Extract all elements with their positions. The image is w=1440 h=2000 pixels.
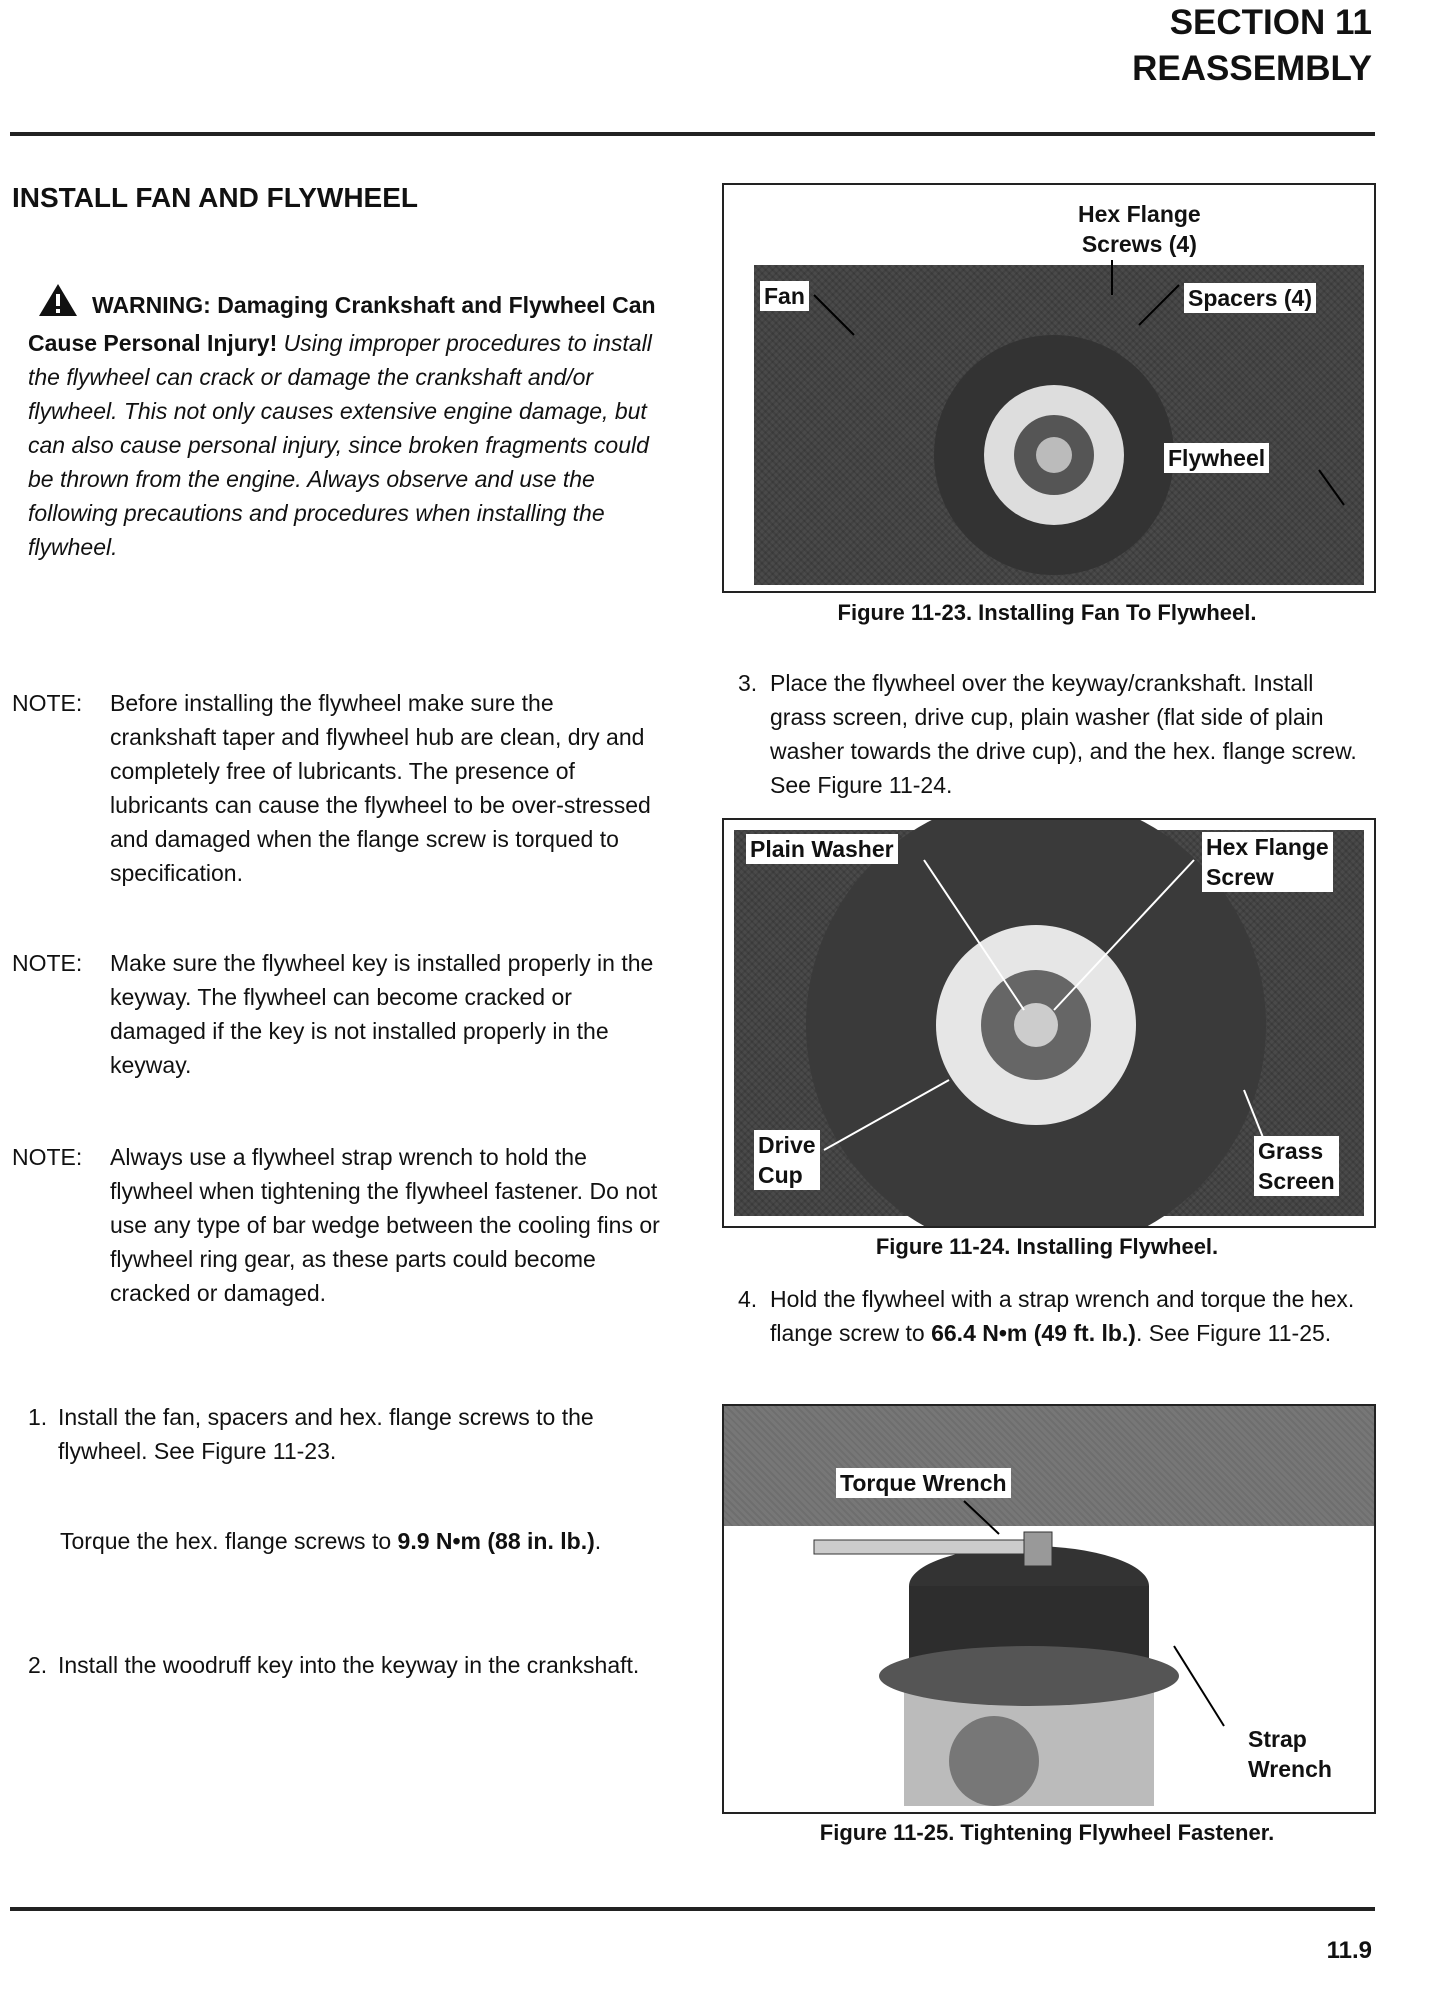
- step-4-suffix: . See Figure 11-25.: [1135, 1320, 1332, 1346]
- note-text: Before installing the flywheel make sure the crankshaft taper and flywheel hub are clean, dry and completely free of lubricants. The presence of lubricants can cause the flywheel to be over-stressed and damaged when the flange screw is torqued to specification.: [110, 690, 651, 886]
- label-hex-flange-screw: Hex Flange Screw: [1202, 832, 1333, 892]
- step-number: 1.: [28, 1404, 48, 1430]
- warning-triangle-icon: [38, 283, 78, 326]
- fan-flywheel-drawing: [724, 185, 1374, 591]
- step-4-prefix: Hold the flywheel with a strap wrench and torque the hex. flange screw to: [770, 1286, 1355, 1346]
- step-text: Install the woodruff key into the keyway in the crankshaft.: [58, 1652, 640, 1678]
- step-text: Install the fan, spacers and hex. flange screws to the flywheel. See Figure 11-23.: [58, 1404, 594, 1464]
- label-plain-washer: Plain Washer: [746, 834, 898, 864]
- note-label: NOTE:: [12, 950, 83, 976]
- label-grass-screen: Grass Screen: [1254, 1136, 1339, 1196]
- figure-11-24-caption: Figure 11-24. Installing Flywheel.: [875, 1234, 1219, 1259]
- note-3: [12, 1140, 672, 1310]
- figure-11-25: [722, 1404, 1376, 1814]
- step-1-torque: [60, 1524, 660, 1558]
- note-text: Always use a flywheel strap wrench to hold the flywheel when tightening the flywheel fastener. Do not use any type of bar wedge between the cooling fins or flywheel ring gear, as these parts could become cracked or damaged.: [110, 1144, 660, 1306]
- label-drive-cup: Drive Cup: [754, 1130, 820, 1190]
- figure-11-23-caption: Figure 11-23. Installing Fan To Flywheel.: [837, 600, 1257, 625]
- label-fan: Fan: [760, 281, 809, 311]
- note-2: [12, 946, 672, 1082]
- note-text: Make sure the flywheel key is installed properly in the keyway. The flywheel can become cracked or damaged if the key is not installed properly in the keyway.: [110, 950, 654, 1078]
- figure-11-23: [722, 183, 1376, 593]
- step-text: [770, 1282, 1358, 1350]
- label-strap-wrench: Strap Wrench: [1244, 1724, 1336, 1784]
- page-number: 11.9: [1326, 1937, 1372, 1964]
- section-title: REASSEMBLY: [1132, 49, 1372, 88]
- warning-block: [28, 283, 668, 564]
- bottom-divider: [10, 1907, 1375, 1911]
- label-flywheel: Flywheel: [1164, 443, 1269, 473]
- section-header: [1132, 0, 1372, 92]
- step-2: [28, 1648, 648, 1682]
- figure-11-24: [722, 818, 1376, 1228]
- warning-lead: WARNING: Damaging Crankshaft and Flywheel Can Cause Personal Injury!: [28, 292, 656, 356]
- page-heading: INSTALL FAN AND FLYWHEEL: [12, 182, 418, 213]
- step-number: 2.: [28, 1652, 48, 1678]
- label-hex-flange-screws: Hex Flange Screws (4): [1074, 199, 1205, 259]
- note-1: [12, 686, 672, 890]
- note-label: NOTE:: [12, 1144, 83, 1170]
- top-divider: [10, 132, 1375, 136]
- step-3: [738, 666, 1358, 802]
- label-torque-wrench: Torque Wrench: [836, 1468, 1011, 1498]
- figure-11-25-caption: Figure 11-25. Tightening Flywheel Fastener.: [819, 1820, 1275, 1845]
- warning-body: Using improper procedures to install the flywheel can crack or damage the crankshaft and/or flywheel. This not only causes extensive engine damage, but can also cause personal injury, since broken fragments could be thrown from the engine. Always observe and use the following precautions and procedures when installing the flywheel.: [28, 330, 652, 560]
- step-1: [28, 1400, 648, 1468]
- label-spacers: Spacers (4): [1184, 283, 1316, 313]
- step-text: Place the flywheel over the keyway/crankshaft. Install grass screen, drive cup, plain washer (flat side of plain washer towards the drive cup), and the hex. flange screw. See Figure 11-24.: [770, 670, 1357, 798]
- step-4: [738, 1282, 1358, 1350]
- torque-value: 9.9 N•m (88 in. lb.): [397, 1528, 595, 1554]
- step-number: 4.: [738, 1286, 758, 1312]
- step-4-torque-value: 66.4 N•m (49 ft. lb.): [931, 1320, 1136, 1346]
- note-label: NOTE:: [12, 690, 83, 716]
- torque-suffix: .: [594, 1528, 602, 1554]
- step-number: 3.: [738, 670, 758, 696]
- section-number: SECTION 11: [1169, 3, 1372, 42]
- torque-prefix: Torque the hex. flange screws to: [60, 1528, 398, 1554]
